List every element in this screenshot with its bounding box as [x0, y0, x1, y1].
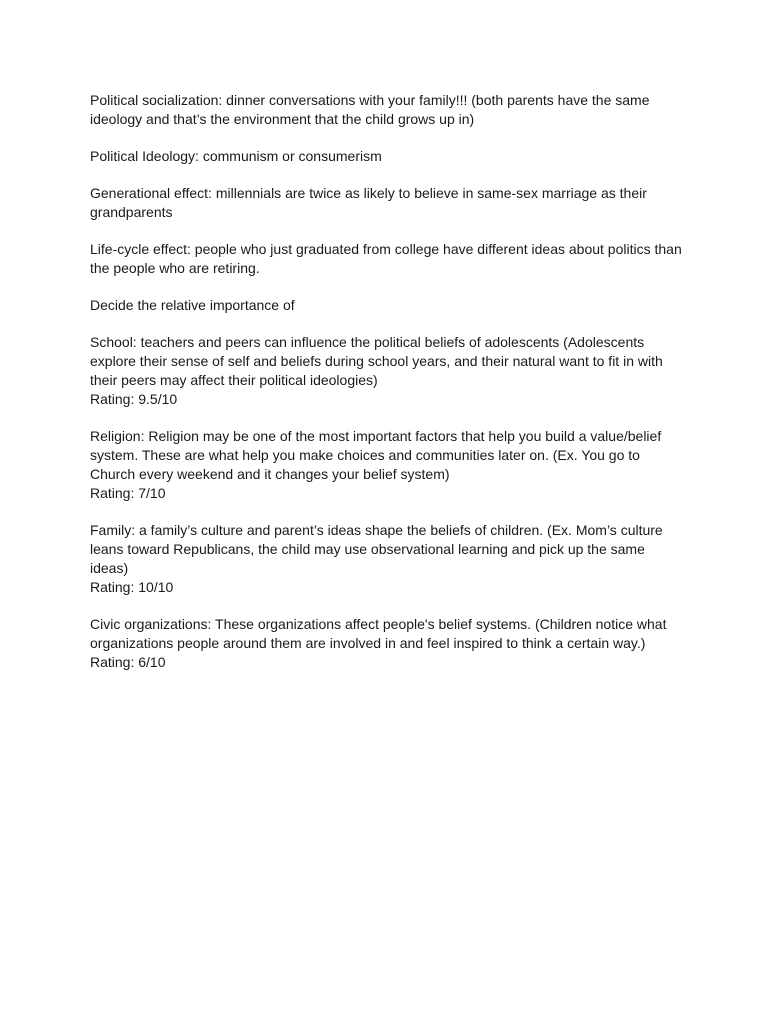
paragraph-decide-importance [90, 296, 682, 315]
paragraph-text: Family: a family’s culture and parent’s ideas shape the beliefs of children. (Ex. Mom’s culture leans toward Republicans, the child may use observational learning and pick up the same ideas) [90, 522, 663, 576]
paragraph-family [90, 521, 682, 597]
rating-family: Rating: 10/10 [90, 579, 174, 595]
paragraph-school [90, 333, 682, 409]
paragraph-life-cycle-effect [90, 240, 682, 278]
paragraph-text: School: teachers and peers can influence the political beliefs of adolescents (Adolescents explore their sense of self and beliefs during school years, and their natural want to fit in with their peers may affect their political ideologies) [90, 334, 663, 388]
paragraph-generational-effect [90, 184, 682, 222]
paragraph-political-ideology [90, 147, 682, 166]
rating-civic-organizations: Rating: 6/10 [90, 654, 166, 670]
paragraph-text: Religion: Religion may be one of the most important factors that help you build a value/belief system. These are what help you make choices and communities later on. (Ex. You go to Church every weekend and it changes your belief system) [90, 428, 662, 482]
paragraph-text: Political Ideology: communism or consumerism [90, 148, 382, 164]
paragraph-text: Life-cycle effect: people who just graduated from college have different ideas about politics than the people who are retiring. [90, 241, 682, 276]
paragraph-text: Generational effect: millennials are twice as likely to believe in same-sex marriage as their grandparents [90, 185, 647, 220]
paragraph-religion [90, 427, 682, 503]
rating-religion: Rating: 7/10 [90, 485, 166, 501]
paragraph-civic-organizations [90, 615, 682, 672]
rating-school: Rating: 9.5/10 [90, 391, 178, 407]
paragraph-text: Decide the relative importance of [90, 297, 295, 313]
paragraph-text: Civic organizations: These organizations affect people's belief systems. (Children notice what organizations people around them are involved in and feel inspired to think a certain way.) [90, 616, 667, 651]
paragraph-text: Political socialization: dinner conversations with your family!!! (both parents have the same ideology and that’s the environment that the child grows up in) [90, 92, 650, 127]
document-body [90, 91, 682, 690]
paragraph-political-socialization [90, 91, 682, 129]
